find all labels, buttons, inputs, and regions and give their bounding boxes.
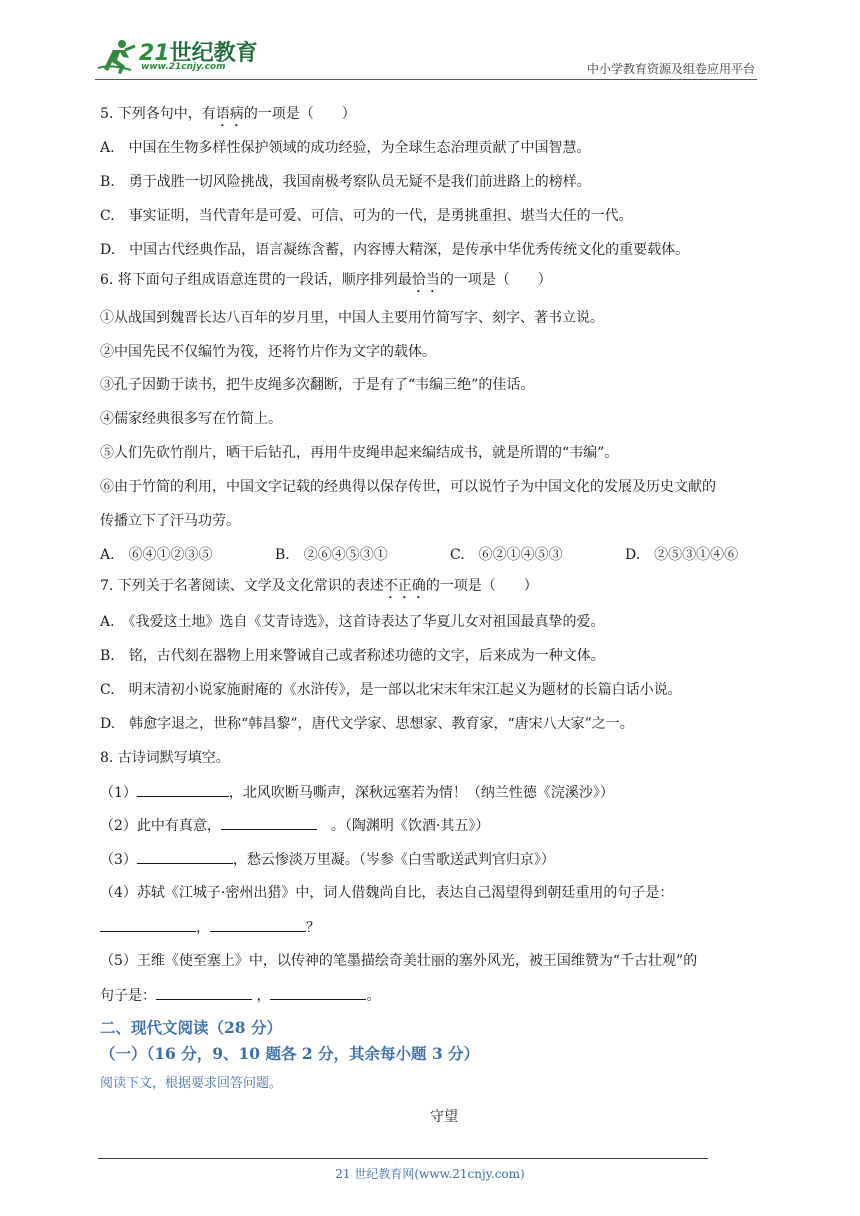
answer-blank[interactable] — [137, 782, 229, 797]
sentence-2: ②中国先民不仅编竹为筏，还将竹片作为文字的载体。 — [100, 344, 436, 360]
question-6-option-a: A. ⑥④①②③⑤ — [100, 547, 213, 563]
answer-blank[interactable] — [156, 985, 252, 1000]
logo-text: 世纪教育 — [169, 41, 258, 66]
question-5-option-a: A. 中国在生物多样性保护领域的成功经验，为全球生态治理贡献了中国智慧。 — [100, 140, 591, 156]
platform-name: 中小学教育资源及组卷应用平台 — [586, 62, 755, 76]
poem-blank-2: （2）此中有真意， 。（陶渊明《饮酒·其五》） — [100, 815, 489, 836]
page-footer: 21 世纪教育网(www.21cnjy.com) — [335, 1167, 525, 1181]
question-8-stem: 8. 古诗词默写填空。 — [100, 750, 230, 766]
sentence-3: ③孔子因勤于读书，把牛皮绳多次翻断，于是有了“韦编三绝”的佳话。 — [100, 377, 535, 393]
question-5-option-d: D. 中国古代经典作品，语言凝练含蓄，内容博大精深，是传承中华优秀传统文化的重要载体。 — [100, 242, 690, 258]
sentence-5: ⑤人们先砍竹削片，晒干后钻孔，再用牛皮绳串起来编结成书，就是所谓的“韦编”。 — [100, 445, 619, 461]
question-6-option-d: D. ②⑤③①④⑥ — [625, 547, 739, 563]
footer-divider — [98, 1158, 708, 1159]
question-7-option-b: B. 铭，古代刻在器物上用来警诫自己或者称述功德的文字，后来成为一种文体。 — [100, 648, 605, 664]
poem-blank-5: 句子是： ， 。 — [100, 985, 380, 1006]
section-title: 二、现代文阅读（28 分） — [100, 1018, 282, 1037]
question-6-option-c: C. ⑥②①④⑤③ — [450, 547, 563, 563]
question-7-option-a: A. 《我爱这土地》选自《艾青诗选》，这首诗表达了华夏儿女对祖国最真挚的爱。 — [100, 614, 605, 630]
poem-blank-3: （3） ，愁云惨淡万里凝。（岑参《白雪歌送武判官归京》） — [100, 849, 555, 870]
question-7-option-c: C. 明末清初小说家施耐庵的《水浒传》，是一部以北宋末年宋江起义为题材的长篇白话小说。 — [100, 682, 682, 698]
question-5-option-c: C. 事实证明，当代青年是可爱、可信、可为的一代，是勇挑重担、堪当大任的一代。 — [100, 208, 633, 224]
poem-blank-4: ， ？ — [100, 917, 320, 938]
answer-blank[interactable] — [100, 917, 196, 932]
section-subtitle: （一）（16 分，9、10 题各 2 分，其余每小题 3 分） — [100, 1044, 480, 1063]
header-divider — [95, 79, 757, 80]
answer-blank[interactable] — [221, 815, 317, 830]
sentence-1: ①从战国到魏晋长达八百年的岁月里，中国人主要用竹简写字、刻字、著书立说。 — [100, 310, 604, 326]
question-7-option-d: D. 韩愈字退之，世称“韩昌黎”，唐代文学家、思想家、教育家，“唐宋八大家”之一。 — [100, 716, 634, 732]
question-5-option-b: B. 勇于战胜一切风险挑战，我国南极考察队员无疑不是我们前进路上的榜样。 — [100, 174, 591, 190]
sentence-6-cont: 传播立下了汗马功劳。 — [100, 513, 240, 529]
answer-blank[interactable] — [270, 985, 366, 1000]
poem-question-5: （5）王维《使至塞上》中，以传神的笔墨描绘奇美壮丽的塞外风光，被王国维赞为“千古壮观”的 — [100, 953, 698, 969]
sentence-6: ⑥由于竹简的利用，中国文字记载的经典得以保存传世，可以说竹子为中国文化的发展及历史文献的 — [100, 479, 716, 495]
question-7-stem: 7. 下列关于名著阅读、文学及文化常识的表述不正确的一项是（ ） — [100, 578, 538, 594]
question-6-option-b: B. ②⑥④⑤③① — [275, 547, 388, 563]
page-header — [95, 36, 755, 80]
article-title: 守望 — [430, 1109, 458, 1125]
runner-logo-icon — [95, 38, 139, 76]
logo-number: 21 — [139, 41, 170, 66]
site-logo — [95, 36, 265, 78]
poem-question-4: （4）苏轼《江城子·密州出猎》中，词人借魏尚自比，表达自己渴望得到朝廷重用的句子是： — [100, 885, 674, 901]
answer-blank[interactable] — [210, 917, 306, 932]
question-5-stem: 5. 下列各句中，有语病的一项是（ ） — [100, 106, 356, 122]
reading-instruction: 阅读下文，根据要求回答问题。 — [100, 1076, 283, 1091]
sentence-4: ④儒家经典很多写在竹简上。 — [100, 411, 282, 427]
logo-url: www.21cnjy.com — [141, 62, 226, 72]
question-6-stem: 6. 将下面句子组成语意连贯的一段话，顺序排列最恰当的一项是（ ） — [100, 272, 552, 288]
answer-blank[interactable] — [137, 849, 233, 864]
poem-blank-1: （1） ，北风吹断马嘶声，深秋远塞若为情！（纳兰性德《浣溪沙》） — [100, 782, 614, 803]
